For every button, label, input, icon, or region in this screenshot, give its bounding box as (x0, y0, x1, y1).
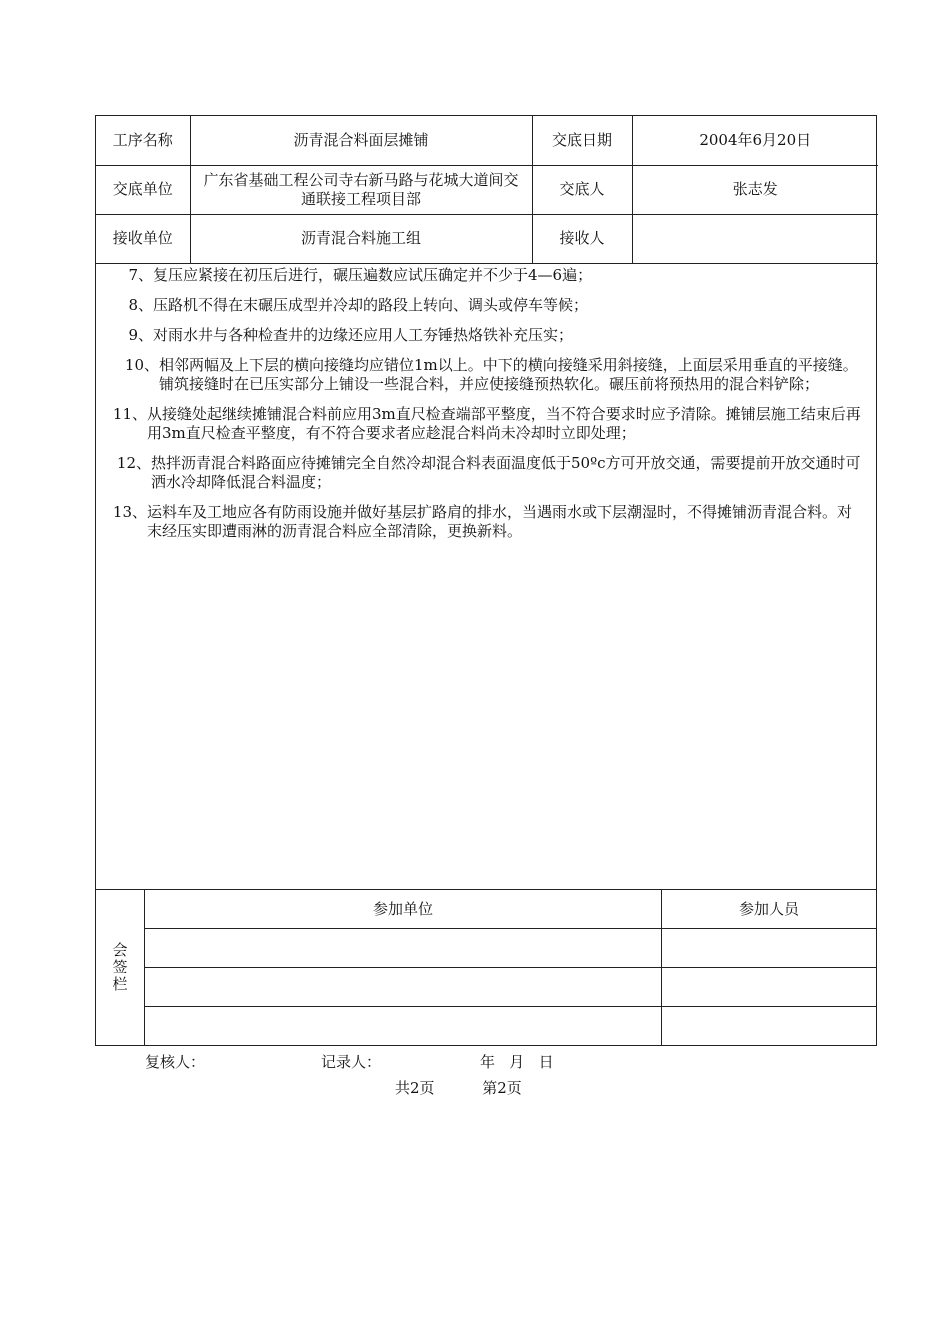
item-number: 9、 (128, 325, 153, 344)
participating-unit-cell[interactable] (145, 968, 662, 1006)
handover-date-value: 2004年6月20日 (632, 116, 878, 165)
list-item (96, 356, 876, 394)
item-text: 热拌沥青混合料路面应待摊铺完全自然冷却混合料表面温度低于50ºc方可开放交通，需要提前开放交通时可洒水冷却降低混合料温度； (151, 453, 861, 491)
item-text: 对雨水井与各种检查井的边缘还应用人工夯锤热烙铁补充压实； (153, 325, 574, 344)
participating-person-cell[interactable] (662, 968, 876, 1006)
item-number: 13、 (112, 502, 147, 521)
list-item (96, 405, 876, 443)
handover-person-value: 张志发 (632, 165, 878, 214)
handover-person-label: 交底人 (532, 165, 632, 214)
countersign-section (96, 890, 876, 1045)
receiver-label: 接收人 (532, 214, 632, 263)
list-item (96, 454, 876, 492)
countersign-label: 会签栏 (110, 941, 129, 993)
header-row (96, 116, 878, 165)
participating-unit-cell[interactable] (145, 929, 662, 967)
participating-person-cell[interactable] (662, 1007, 876, 1045)
countersign-grid (145, 890, 876, 1045)
instruction-content (96, 264, 876, 890)
item-text: 相邻两幅及上下层的横向接缝均应错位1m以上。中下的横向接缝采用斜接缝，上面层采用垂直的平接缝。铺筑接缝时在已压实部分上铺设一些混合料，并应使接缝预热软化。碾压前将预热用的混合料铲除； (159, 355, 858, 393)
countersign-label-cell (96, 890, 145, 1045)
item-text: 压路机不得在末碾压成型并冷却的路段上转向、调头或停车等候； (153, 295, 589, 314)
participating-person-cell[interactable] (662, 929, 876, 967)
countersign-row (145, 968, 876, 1007)
item-number: 7、 (128, 265, 153, 284)
participating-unit-header: 参加单位 (145, 890, 662, 928)
receiving-unit-value: 沥青混合料施工组 (190, 214, 532, 263)
item-number: 10、 (124, 355, 159, 374)
participating-unit-cell[interactable] (145, 1007, 662, 1045)
date-label: 年 月 日 (480, 1053, 554, 1071)
receiving-unit-label: 接收单位 (96, 214, 190, 263)
header-row (96, 214, 878, 263)
countersign-row (145, 1007, 876, 1045)
countersign-header-row (145, 890, 876, 929)
recorder-label: 记录人： (321, 1053, 382, 1071)
process-name-value: 沥青混合料面层摊铺 (190, 116, 532, 165)
item-number: 8、 (128, 295, 153, 314)
countersign-row (145, 929, 876, 968)
reviewer-label: 复核人： (145, 1053, 206, 1071)
handover-form (95, 115, 877, 1046)
item-number: 12、 (116, 453, 151, 472)
header-row (96, 165, 878, 214)
page-count: 共2页 第2页 (395, 1079, 522, 1097)
item-number: 11、 (112, 404, 147, 423)
header-table (96, 116, 878, 264)
receiver-value (632, 214, 878, 263)
handover-unit-value: 广东省基础工程公司寺右新马路与花城大道间交通联接工程项目部 (190, 165, 532, 214)
item-text: 复压应紧接在初压后进行，碾压遍数应试压确定并不少于4—6遍； (153, 265, 593, 284)
item-text: 运料车及工地应各有防雨设施并做好基层扩路肩的排水，当遇雨水或下层潮湿时，不得摊铺沥青混合料。对末经压实即遭雨淋的沥青混合料应全部清除，更换新料。 (147, 502, 853, 540)
signature-footer (145, 1052, 745, 1072)
handover-date-label: 交底日期 (532, 116, 632, 165)
list-item (96, 503, 876, 541)
list-item (96, 326, 876, 345)
handover-unit-label: 交底单位 (96, 165, 190, 214)
participating-person-header: 参加人员 (738, 899, 799, 918)
item-text: 从接缝处起继续摊铺混合料前应用3m直尺检查端部平整度，当不符合要求时应予清除。摊铺层施工结束后再用3m直尺检查平整度，有不符合要求者应趁混合料尚未冷却时立即处理； (147, 404, 861, 442)
process-name-label: 工序名称 (96, 116, 190, 165)
list-item (96, 266, 876, 285)
list-item (96, 296, 876, 315)
